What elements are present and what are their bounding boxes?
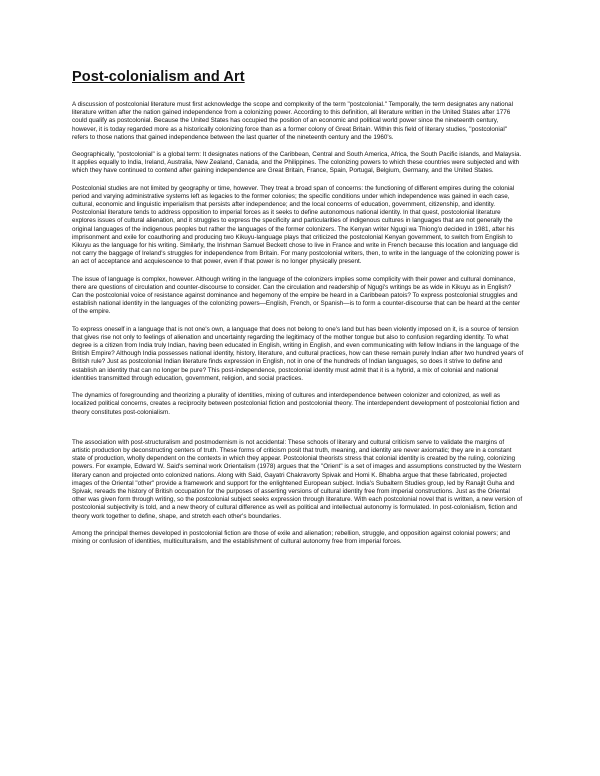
page-title: Post-colonialism and Art [72,69,245,85]
paragraph-principal-themes: Among the principal themes developed in postcolonial fiction are those of exile and alienation; rebellion, struggle, and opposition against colonial powers; and mixing or confusion of identities, multiculturalism, and the establishment of cultural autonomy free from imperial forces. [72,529,511,545]
paragraph-identity-tension: To express oneself in a language that is not one's own, a language that does not belong to one's land but has been violently imposed on it, is a source of tension that gives rise not only to feelings of alienation and uncertainty regarding the legitimacy of the mother tongue but also to confusion regarding identity. To what degree is a citizen from India truly Indian, having been educated in English, writing in English, and even communicating with fellow Indians in the language of the British Empire? Although India possesses national identity, history, literature, and cultural practices, how can these remain purely Indian after two hundred years of British rule? Just as postcolonial Indian literature finds expression in English, not in one of the hundreds of Indian languages, so does it strive to define and establish an identity that can no longer be pure? This post-independence, postcolonial identity must admit that it is a hybrid, a mix of colonial and national identities transmitted through education, government, religion, and social practices. [72,325,524,382]
paragraph-scope-of-studies: Postcolonial studies are not limited by geography or time, however. They treat a broad span of concerns: the functioning of different empires during the colonial period and varying administrative systems left as legacies to the former colonies; the specific conditions under which independence was gained in each case, cultural, economic and linguistic imperialism that persists after independence; and the local concerns of education, government, citizenship, and identity. Postcolonial literature tends to address opposition to imperial forces as it seeks to define autonomous national identity. In that quest, postcolonial literature explores issues of cultural alienation, and it struggles to express the specificity and particularities of indigenous cultures in languages that are not generally the original languages of the indigenous peoples but rather the languages of the former colonizers. The Kenyan writer Ngugi wa Thiong'o decided in 1981, after his imprisonment and exile for coauthoring and producing two Kikuyu-language plays that criticized the postcolonial Kenyan government, to switch from English to Kikuyu as the language for his writing. Similarly, the Irishman Samuel Beckett chose to live in France and write in French because this location and language did not carry the baggage of Ireland's struggles for independence from Britain. For many postcolonial writers, then, to write in the language of the colonizing power is an act of acceptance and acquiescence to that power, even if that power is no longer physically present. [72,184,520,266]
document-page [72,68,524,555]
paragraph-definition-temporal: A discussion of postcolonial literature must first acknowledge the scope and complexity of the term "postcolonial." Temporally, the term designates any national literature written after the nation gained independence from a colonizing power. According to this definition, all literature written in the United States after 1776 could qualify as postcolonial. Because the United States has occupied the position of an economic and political world power since the nineteenth century, however, it is today regarded more as a historically colonizing force than as a former colony of Great Britain. Within this field of literary studies, "postcolonial" refers to those nations that gained independence between the last quarter of the nineteenth century and the 1960's. [72,101,514,141]
paragraph-poststructuralism: The association with post-structuralism and postmodernism is not accidental: These schools of literary and cultural criticism serve to validate the margins of artistic production by deconstructing centers of truth. These forms of criticism posit that truth, meaning, and identity are never axiomatic; they are in a constant state of production, wholly dependent on the contexts in which they appear. Postcolonial theorists stress that colonial identity is created by the ruling, colonizing powers. For example, Edward W. Said's seminal work Orientalism (1978) argues that the "Orient" is a set of images and assumptions constructed by the Western literary canon and projected onto colonized nations. Along with Said, Gayatri Chakravorty Spivak and Homi K. Bhabha argue that these fabricated, projected images of the Oriental "other" provide a framework and support for the enlightened European subject. India's Subaltern Studies group, led by Ranajit Guha and Spivak, rereads the history of British occupation for the purposes of asserting versions of cultural identity free from imperial constructions. Just as the Oriental other was given form through writing, so the postcolonial subject seeks expression through literature. With each postcolonial novel that is written, a new version of postcolonial subjectivity is told, and a new theory of cultural difference as well as political and intellectual autonomy is formulated. In post-colonialism, fiction and theory work together to define, shape, and stretch each other's boundaries. [72,438,523,520]
paragraph-definition-geographic: Geographically, "postcolonial" is a global term: It designates nations of the Caribbean, Central and South America, Africa, the South Pacific islands, and Malaysia. It applies equally to India, Ireland, Australia, New Zealand, Canada, and the Philippines. The colonizing powers to which these countries were subjected and with which they have continued to contend after gaining independence are Great Britain, France, Spain, Portugal, Belgium, Germany, and the United States. [72,151,522,175]
paragraph-fiction-and-theory: The dynamics of foregrounding and theorizing a plurality of identities, mixing of cultures and interdependence between colonizer and colonized, as well as localized political concerns, creates a reciprocity between postcolonial fiction and postcolonial theory. The interdependent development of postcolonial fiction and theory constitutes post-colonialism. [72,392,520,416]
paragraph-language-issue: The issue of language is complex, however. Although writing in the language of the colonizers implies some complicity with their power and cultural dominance, there are questions of circulation and counter-discourse to consider. Can the circulation and readership of Ngugi's writings be as wide in Kikuyu as in English? Can the postcolonial voice of resistance against dominance and hegemony of the empire be heard in a Caribbean patois? To express postcolonial struggles and establish national identity in the languages of the colonizing powers—English, French, or Spanish—is to form a counter-discourse that can be heard at the center of the empire. [72,275,521,316]
